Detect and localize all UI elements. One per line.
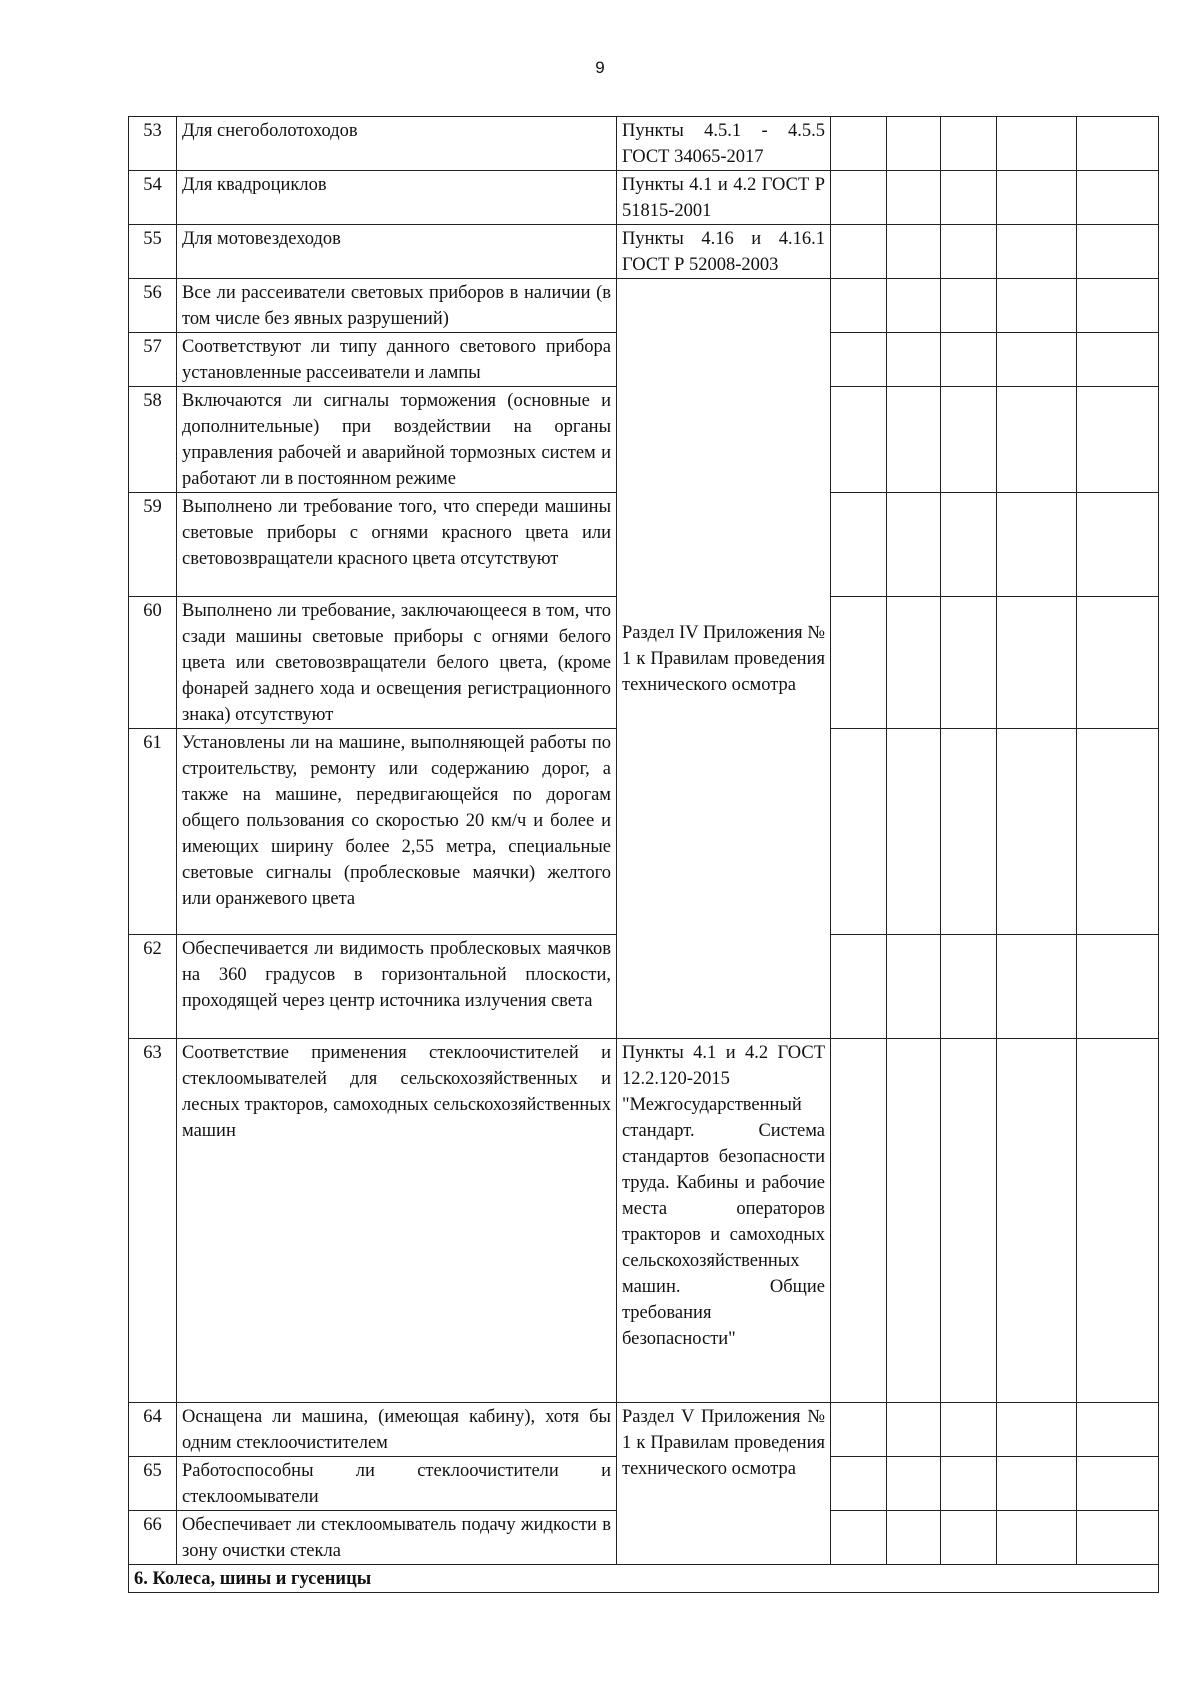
check-cell[interactable] <box>887 225 941 279</box>
check-cell[interactable] <box>831 597 887 729</box>
check-cell[interactable] <box>941 1403 997 1457</box>
check-cell[interactable] <box>997 1511 1077 1565</box>
check-cell[interactable] <box>1077 117 1159 171</box>
question-text: Обеспечивает ли стеклоомыватель подачу жидкости в зону очистки стекла <box>177 1511 617 1565</box>
row-number: 63 <box>129 1039 177 1403</box>
question-text: Все ли рассеиватели световых приборов в наличии (в том числе без явных разрушений) <box>177 279 617 333</box>
check-cell[interactable] <box>831 493 887 597</box>
check-cell[interactable] <box>831 729 887 935</box>
reference-text: Пункты 4.1 и 4.2 ГОСТ Р 51815-2001 <box>617 171 831 225</box>
check-cell[interactable] <box>941 279 997 333</box>
section-row <box>129 1565 1159 1593</box>
question-text: Обеспечивается ли видимость проблесковых маячков на 360 градусов в горизонтальной плоскости, проходящей через центр источника излучения света <box>177 935 617 1039</box>
check-cell[interactable] <box>831 171 887 225</box>
check-cell[interactable] <box>887 333 941 387</box>
table-row <box>129 171 1159 225</box>
row-number: 58 <box>129 387 177 493</box>
check-cell[interactable] <box>941 493 997 597</box>
check-cell[interactable] <box>941 1039 997 1403</box>
check-cell[interactable] <box>887 935 941 1039</box>
check-cell[interactable] <box>997 279 1077 333</box>
check-cell[interactable] <box>997 171 1077 225</box>
check-cell[interactable] <box>1077 333 1159 387</box>
check-cell[interactable] <box>831 935 887 1039</box>
reference-text: Пункты 4.5.1 - 4.5.5 ГОСТ 34065-2017 <box>617 117 831 171</box>
row-number: 56 <box>129 279 177 333</box>
question-text: Для снегоболотоходов <box>177 117 617 171</box>
check-cell[interactable] <box>1077 493 1159 597</box>
row-number: 64 <box>129 1403 177 1457</box>
check-cell[interactable] <box>941 387 997 493</box>
check-cell[interactable] <box>997 225 1077 279</box>
question-text: Включаются ли сигналы торможения (основные и дополнительные) при воздействии на органы управления рабочей и аварийной тормозных систем и работают ли в постоянном режиме <box>177 387 617 493</box>
question-text: Установлены ли на машине, выполняющей работы по строительству, ремонту или содержанию дорог, а также на машине, передвигающейся по дорогам общего пользования со скоростью 20 км/ч и более и имеющих ширину более 2,55 метра, специальные световые сигналы (проблесковые маячки) желтого или оранжевого цвета <box>177 729 617 935</box>
check-cell[interactable] <box>831 1403 887 1457</box>
check-cell[interactable] <box>887 171 941 225</box>
page-number: 9 <box>595 58 605 77</box>
question-text: Выполнено ли требование того, что спереди машины световые приборы с огнями красного цвета или световозвращатели красного цвета отсутствуют <box>177 493 617 597</box>
check-cell[interactable] <box>1077 597 1159 729</box>
check-cell[interactable] <box>1077 1039 1159 1403</box>
check-cell[interactable] <box>941 597 997 729</box>
check-cell[interactable] <box>941 935 997 1039</box>
check-cell[interactable] <box>941 1457 997 1511</box>
check-cell[interactable] <box>997 117 1077 171</box>
check-cell[interactable] <box>941 171 997 225</box>
row-number: 57 <box>129 333 177 387</box>
check-cell[interactable] <box>887 279 941 333</box>
check-cell[interactable] <box>1077 387 1159 493</box>
check-cell[interactable] <box>831 117 887 171</box>
row-number: 62 <box>129 935 177 1039</box>
check-cell[interactable] <box>1077 171 1159 225</box>
check-cell[interactable] <box>997 1457 1077 1511</box>
check-cell[interactable] <box>941 225 997 279</box>
check-cell[interactable] <box>997 387 1077 493</box>
reference-text: Пункты 4.1 и 4.2 ГОСТ 12.2.120-2015 "Межгосударственный стандарт. Система стандартов безопасности труда. Кабины и рабочие места операторов тракторов и самоходных сельскохозяйственных машин. Общие требования безопасности" <box>617 1039 831 1403</box>
question-text: Оснащена ли машина, (имеющая кабину), хотя бы одним стеклоочистителем <box>177 1403 617 1457</box>
check-cell[interactable] <box>997 1403 1077 1457</box>
question-text: Соответствие применения стеклоочистителей и стеклоомывателей для сельскохозяйственных и лесных тракторов, самоходных сельскохозяйственных машин <box>177 1039 617 1403</box>
check-cell[interactable] <box>1077 1511 1159 1565</box>
check-cell[interactable] <box>941 117 997 171</box>
check-cell[interactable] <box>1077 1403 1159 1457</box>
check-cell[interactable] <box>997 597 1077 729</box>
check-cell[interactable] <box>1077 1457 1159 1511</box>
check-cell[interactable] <box>941 1511 997 1565</box>
table-row <box>129 1403 1159 1457</box>
row-number: 65 <box>129 1457 177 1511</box>
check-cell[interactable] <box>1077 935 1159 1039</box>
row-number: 53 <box>129 117 177 171</box>
check-cell[interactable] <box>831 1457 887 1511</box>
row-number: 60 <box>129 597 177 729</box>
check-cell[interactable] <box>831 279 887 333</box>
row-number: 55 <box>129 225 177 279</box>
row-number: 54 <box>129 171 177 225</box>
check-cell[interactable] <box>997 493 1077 597</box>
question-text: Выполнено ли требование, заключающееся в том, что сзади машины световые приборы с огнями белого цвета или световозвращатели белого цвета, (кроме фонарей заднего хода и освещения регистрационного знака) отсутствуют <box>177 597 617 729</box>
question-text: Для квадроциклов <box>177 171 617 225</box>
inspection-table <box>128 116 1159 1593</box>
table-row <box>129 225 1159 279</box>
row-number: 59 <box>129 493 177 597</box>
check-cell[interactable] <box>1077 225 1159 279</box>
section-heading: 6. Колеса, шины и гусеницы <box>129 1565 1159 1593</box>
check-cell[interactable] <box>997 333 1077 387</box>
check-cell[interactable] <box>887 387 941 493</box>
check-cell[interactable] <box>1077 279 1159 333</box>
check-cell[interactable] <box>997 935 1077 1039</box>
check-cell[interactable] <box>831 1039 887 1403</box>
table-row <box>129 279 1159 333</box>
check-cell[interactable] <box>887 493 941 597</box>
question-text: Для мотовездеходов <box>177 225 617 279</box>
check-cell[interactable] <box>941 333 997 387</box>
question-text: Работоспособны ли стеклоочистители и стеклоомыватели <box>177 1457 617 1511</box>
check-cell[interactable] <box>887 117 941 171</box>
check-cell[interactable] <box>887 729 941 935</box>
reference-section-v: Раздел V Приложения № 1 к Правилам проведения технического осмотра <box>617 1403 831 1565</box>
check-cell[interactable] <box>1077 729 1159 935</box>
check-cell[interactable] <box>997 1039 1077 1403</box>
table-row <box>129 117 1159 171</box>
check-cell[interactable] <box>831 225 887 279</box>
check-cell[interactable] <box>887 1457 941 1511</box>
row-number: 66 <box>129 1511 177 1565</box>
table-row <box>129 1039 1159 1403</box>
reference-section-iv: Раздел IV Приложения № 1 к Правилам проведения технического осмотра <box>617 279 831 1039</box>
check-cell[interactable] <box>887 1403 941 1457</box>
check-cell[interactable] <box>831 333 887 387</box>
check-cell[interactable] <box>831 1511 887 1565</box>
check-cell[interactable] <box>887 597 941 729</box>
check-cell[interactable] <box>997 729 1077 935</box>
check-cell[interactable] <box>887 1039 941 1403</box>
check-cell[interactable] <box>831 387 887 493</box>
check-cell[interactable] <box>887 1511 941 1565</box>
reference-text: Пункты 4.16 и 4.16.1 ГОСТ Р 52008-2003 <box>617 225 831 279</box>
row-number: 61 <box>129 729 177 935</box>
check-cell[interactable] <box>941 729 997 935</box>
question-text: Соответствуют ли типу данного светового прибора установленные рассеиватели и лампы <box>177 333 617 387</box>
